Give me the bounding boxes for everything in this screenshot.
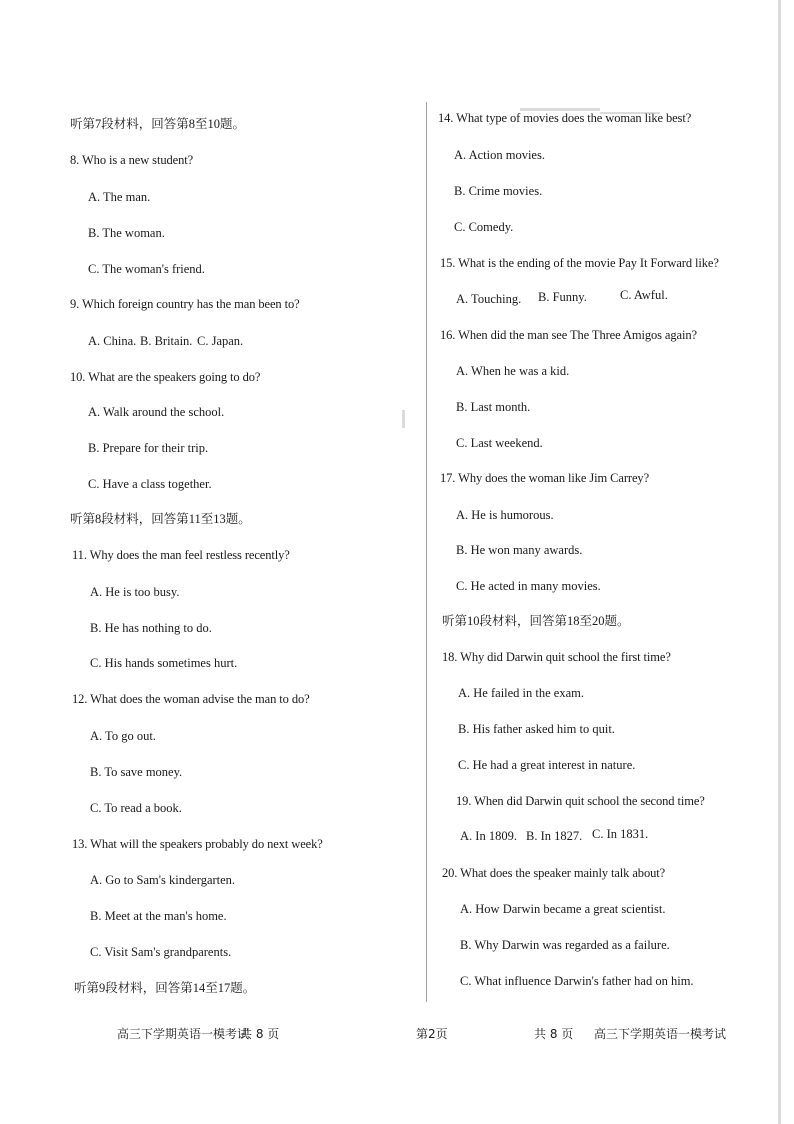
- scan-edge: [778, 0, 781, 1124]
- footer-page-number: 第2页: [416, 1027, 448, 1041]
- section-heading-9: 听第9段材料，回答第14至17题。: [74, 981, 256, 995]
- question-13: 13. What will the speakers probably do next week?: [72, 837, 323, 851]
- q15-option-b: B. Funny.: [538, 290, 587, 304]
- q20-option-b: B. Why Darwin was regarded as a failure.: [460, 938, 670, 952]
- q13-option-b: B. Meet at the man's home.: [90, 909, 227, 923]
- footer-right-title: 高三下学期英语一模考试: [594, 1027, 727, 1041]
- q17-option-c: C. He acted in many movies.: [456, 579, 601, 593]
- question-18: 18. Why did Darwin quit school the first time?: [442, 650, 671, 664]
- q18-option-a: A. He failed in the exam.: [458, 686, 584, 700]
- q9-option-b: B. Britain.: [140, 334, 193, 348]
- q12-option-c: C. To read a book.: [90, 801, 182, 815]
- question-12: 12. What does the woman advise the man to do?: [72, 692, 310, 706]
- footer-right-total: 共 8 页: [534, 1027, 574, 1041]
- scan-artifact: [402, 410, 405, 428]
- q16-option-b: B. Last month.: [456, 400, 531, 414]
- section-heading-7: 听第7段材料，回答第8至10题。: [70, 117, 246, 131]
- q13-option-c: C. Visit Sam's grandparents.: [90, 945, 232, 959]
- q14-option-a: A. Action movies.: [454, 148, 545, 162]
- q20-option-a: A. How Darwin became a great scientist.: [460, 902, 666, 916]
- q18-option-b: B. His father asked him to quit.: [458, 722, 615, 736]
- q10-option-a: A. Walk around the school.: [88, 405, 225, 419]
- q8-option-a: A. The man.: [88, 190, 151, 204]
- q15-option-a: A. Touching.: [456, 292, 522, 306]
- question-9: 9. Which foreign country has the man been to?: [70, 297, 300, 311]
- q15-option-c: C. Awful.: [620, 288, 668, 302]
- footer-left-title: 高三下学期英语一模考试: [117, 1027, 250, 1041]
- q12-option-a: A. To go out.: [90, 729, 156, 743]
- question-15: 15. What is the ending of the movie Pay It Forward like?: [440, 256, 719, 270]
- scan-artifact: [520, 108, 600, 111]
- section-heading-10: 听第10段材料，回答第18至20题。: [442, 614, 630, 628]
- q17-option-a: A. He is humorous.: [456, 508, 554, 522]
- q19-option-b: B. In 1827.: [526, 829, 583, 843]
- q17-option-b: B. He won many awards.: [456, 543, 583, 557]
- question-14: 14. What type of movies does the woman like best?: [438, 111, 692, 125]
- section-heading-8: 听第8段材料，回答第11至13题。: [70, 512, 251, 526]
- q11-option-c: C. His hands sometimes hurt.: [90, 656, 238, 670]
- q19-option-a: A. In 1809.: [460, 829, 517, 843]
- q12-option-b: B. To save money.: [90, 765, 183, 779]
- q13-option-a: A. Go to Sam's kindergarten.: [90, 873, 236, 887]
- q19-option-c: C. In 1831.: [592, 827, 649, 841]
- q8-option-b: B. The woman.: [88, 226, 165, 240]
- q9-option-c: C. Japan.: [197, 334, 244, 348]
- q11-option-a: A. He is too busy.: [90, 585, 180, 599]
- question-11: 11. Why does the man feel restless recently?: [72, 548, 290, 562]
- q16-option-c: C. Last weekend.: [456, 436, 543, 450]
- question-8: 8. Who is a new student?: [70, 153, 194, 167]
- q20-option-c: C. What influence Darwin's father had on him.: [460, 974, 694, 988]
- footer-left-total: 共 8 页: [240, 1027, 280, 1041]
- q16-option-a: A. When he was a kid.: [456, 364, 570, 378]
- q18-option-c: C. He had a great interest in nature.: [458, 758, 636, 772]
- q14-option-c: C. Comedy.: [454, 220, 514, 234]
- question-17: 17. Why does the woman like Jim Carrey?: [440, 471, 650, 485]
- q10-option-c: C. Have a class together.: [88, 477, 212, 491]
- scan-artifact: [600, 112, 660, 114]
- q11-option-b: B. He has nothing to do.: [90, 621, 212, 635]
- q8-option-c: C. The woman's friend.: [88, 262, 205, 276]
- q14-option-b: B. Crime movies.: [454, 184, 543, 198]
- q9-option-a: A. China.: [88, 334, 137, 348]
- question-16: 16. When did the man see The Three Amigos again?: [440, 328, 697, 342]
- q10-option-b: B. Prepare for their trip.: [88, 441, 209, 455]
- column-divider: [426, 102, 427, 1002]
- question-10: 10. What are the speakers going to do?: [70, 370, 261, 384]
- question-20: 20. What does the speaker mainly talk about?: [442, 866, 666, 880]
- question-19: 19. When did Darwin quit school the second time?: [456, 794, 705, 808]
